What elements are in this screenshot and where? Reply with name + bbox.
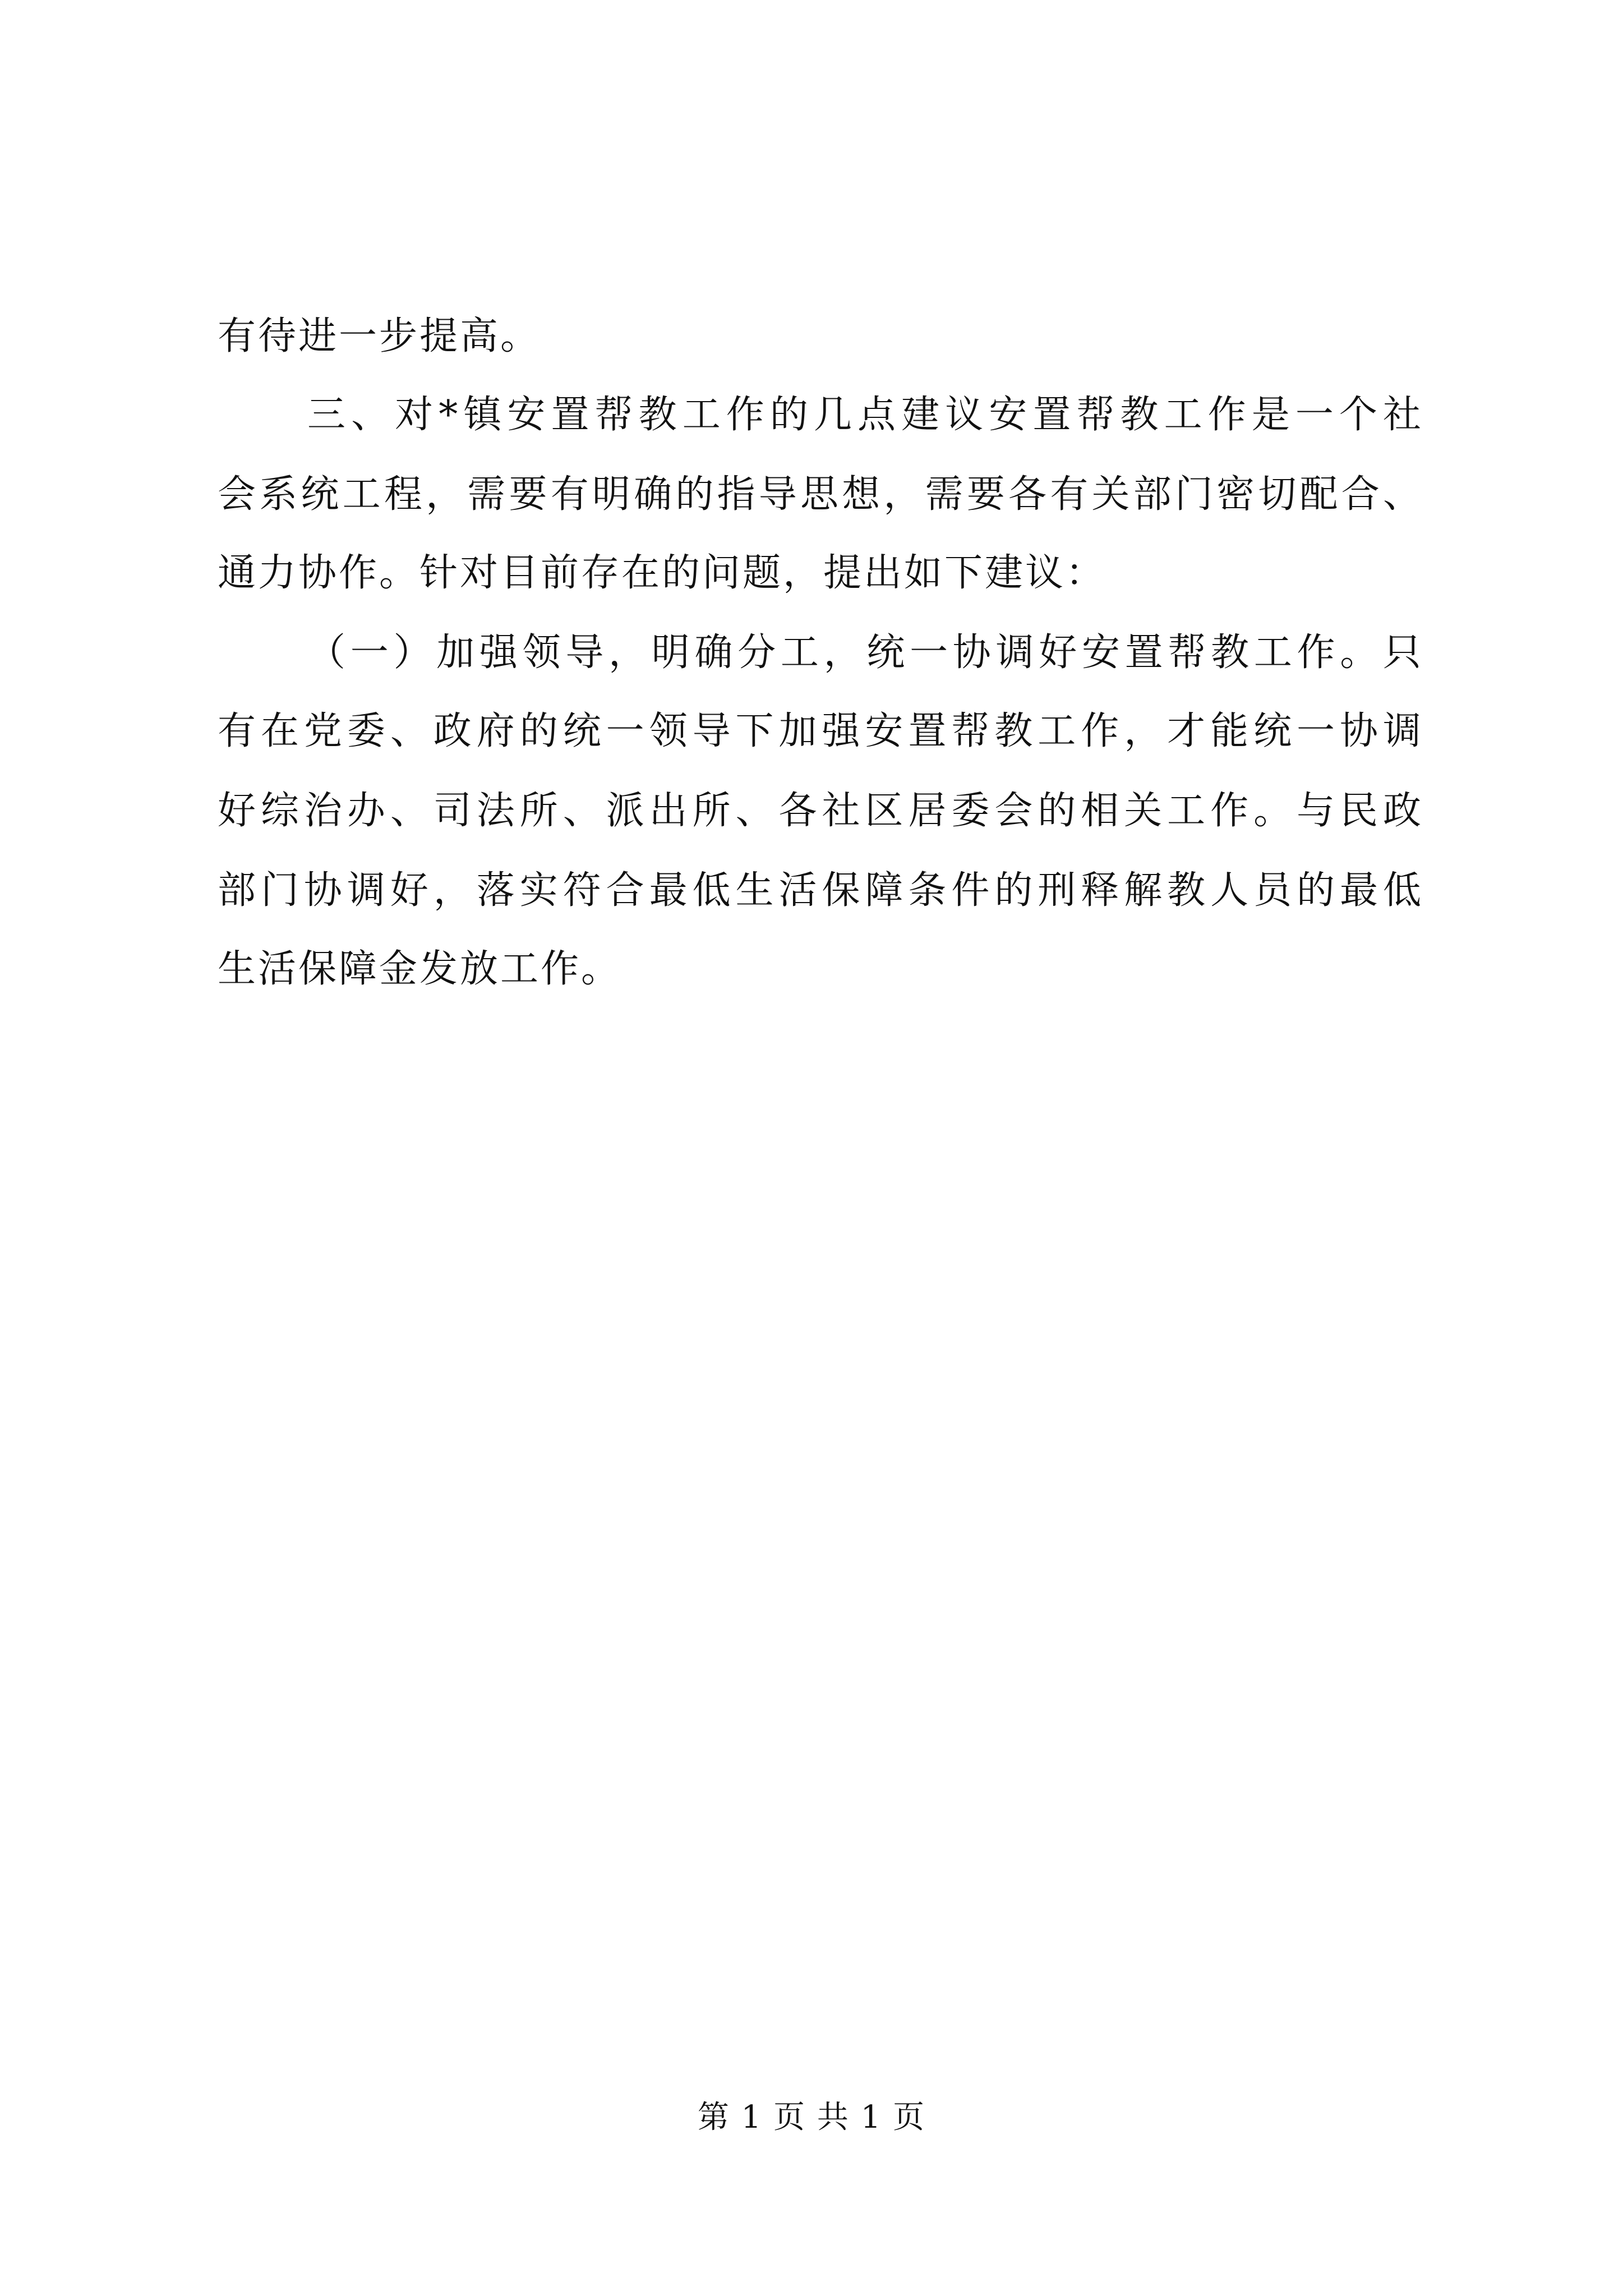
section-heading-line: 三、对*镇安置帮教工作的几点建议安置帮教工作是一个社 <box>307 393 1423 437</box>
body-text-line: 有在党委、政府的统一领导下加强安置帮教工作，才能统一协调 <box>218 709 1423 753</box>
body-text-line: 通力协作。针对目前存在的问题，提出如下建议： <box>218 551 1106 595</box>
body-text-line: 部门协调好，落实符合最低生活保障条件的刑释解教人员的最低 <box>218 868 1423 913</box>
page-number-footer: 第 1 页 共 1 页 <box>697 2099 926 2136</box>
body-text-line: 会系统工程，需要有明确的指导思想，需要各有关部门密切配合、 <box>218 472 1423 517</box>
subsection-heading-line: （一）加强领导，明确分工，统一协调好安置帮教工作。只 <box>307 631 1423 675</box>
body-text-line: 好综治办、司法所、派出所、各社区居委会的相关工作。与民政 <box>218 789 1423 833</box>
body-text-line: 生活保障金发放工作。 <box>218 947 622 991</box>
body-text-line: 有待进一步提高。 <box>218 314 541 358</box>
